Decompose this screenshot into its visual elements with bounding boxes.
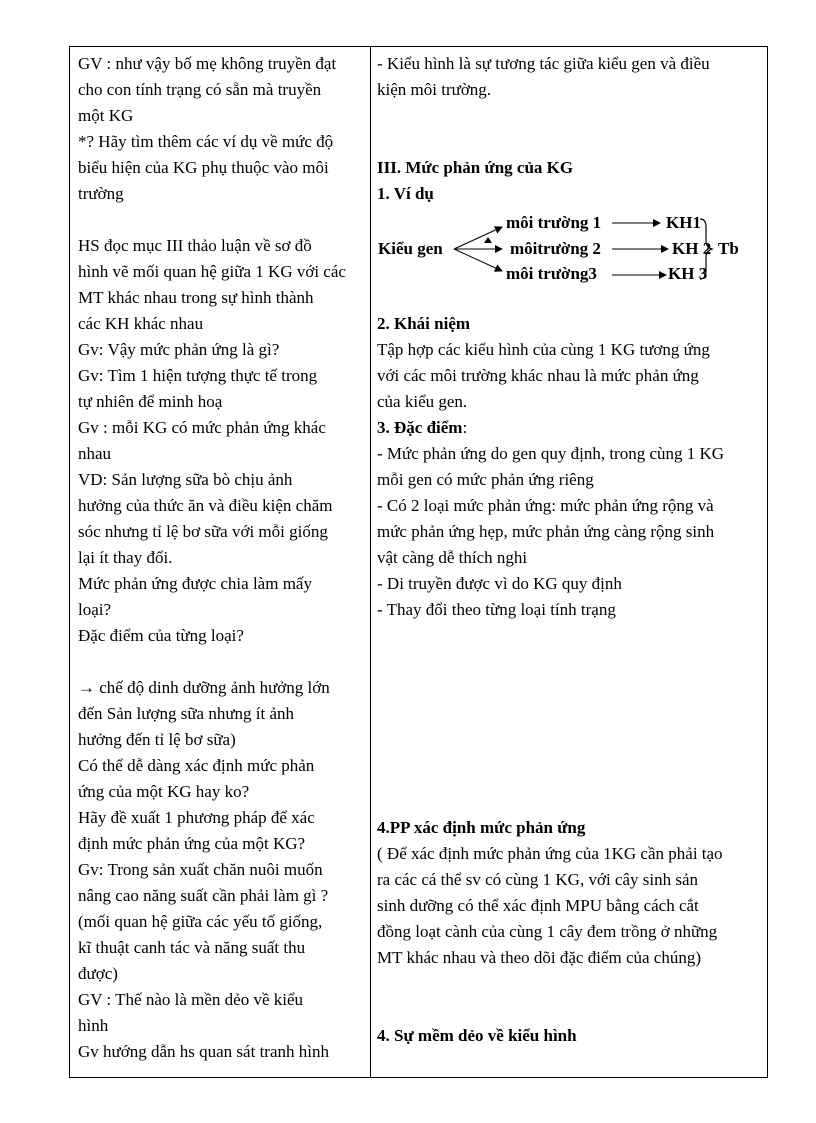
left-line: GV : Thế nào là mền dẻo về kiểu xyxy=(78,990,304,1009)
result-label: Tb xyxy=(718,239,739,258)
heading-colon: : xyxy=(462,418,468,437)
left-line: hưởng của thức ăn và điều kiện chăm xyxy=(78,496,333,515)
heading-text: 3. Đặc điểm xyxy=(377,418,463,437)
kh2-label: KH 2 xyxy=(672,239,712,258)
right-line: mỗi gen có mức phản ứng riêng xyxy=(377,470,594,489)
kh1-label: KH1 xyxy=(666,213,701,232)
left-line: GV : như vậy bố mẹ không truyền đạt xyxy=(78,54,337,73)
left-line: sóc nhưng tỉ lệ bơ sữa với mỗi giống xyxy=(78,522,328,541)
left-line: được) xyxy=(78,964,118,983)
small-triangle-icon xyxy=(484,237,492,243)
left-line: trường xyxy=(78,184,124,203)
right-line: đồng loạt cành của cùng 1 cây đem trồng ở những xyxy=(377,922,718,941)
left-line: các KH khác nhau xyxy=(78,314,204,333)
right-line: sinh dưỡng có thể xác định MPU bằng cách cắt xyxy=(377,896,699,915)
right-line: - Di truyền được vì do KG quy định xyxy=(377,574,622,593)
left-line: nâng cao năng suất cần phải làm gì ? xyxy=(78,886,329,905)
left-line: tự nhiên để minh hoạ xyxy=(78,392,223,411)
left-line: *? Hãy tìm thêm các ví dụ về mức độ xyxy=(78,132,334,151)
left-line: → chế độ dinh dưỡng ảnh hưởng lớn xyxy=(78,678,330,697)
left-line: hình vẽ mối quan hệ giữa 1 KG với các xyxy=(78,262,346,281)
right-line: mức phản ứng hẹp, mức phản ứng càng rộng sinh xyxy=(377,522,715,541)
arrow-to-env3 xyxy=(454,249,502,271)
genotype-label: Kiểu gen xyxy=(378,239,443,258)
left-line: lại ít thay đổi. xyxy=(78,548,173,567)
right-line: - Kiểu hình là sự tương tác giữa kiểu gen và điều xyxy=(377,54,710,73)
left-line: ứng của một KG hay ko? xyxy=(78,782,250,801)
left-line: VD: Sản lượng sữa bò chịu ảnh xyxy=(78,470,293,489)
env2-label: môitrường 2 xyxy=(510,239,601,258)
left-line: một KG xyxy=(78,106,134,125)
left-line: Mức phản ứng được chia làm mấy xyxy=(78,574,312,593)
right-line: - Mức phản ứng do gen quy định, trong cùng 1 KG xyxy=(377,444,725,463)
reaction-norm-diagram xyxy=(376,207,766,287)
subsection-heading: 4. Sự mềm dẻo về kiểu hình xyxy=(377,1026,577,1045)
subsection-heading: 1. Ví dụ xyxy=(377,184,434,203)
right-line: ra các cá thể sv có cùng 1 KG, với cây sinh sản xyxy=(377,870,699,889)
env3-label: môi trường3 xyxy=(506,264,597,283)
left-line: Gv : mỗi KG có mức phản ứng khác xyxy=(78,418,326,437)
right-line: Tập hợp các kiểu hình của cùng 1 KG tương ứng xyxy=(377,340,710,359)
right-line: kiện môi trường. xyxy=(377,80,492,99)
left-line: HS đọc mục III thảo luận về sơ đồ xyxy=(78,236,312,255)
left-line: Gv hướng dẫn hs quan sát tranh hình xyxy=(78,1042,329,1061)
right-line: MT khác nhau và theo dõi đặc điểm của chúng) xyxy=(377,948,701,967)
left-line: hưởng đến tỉ lệ bơ sữa) xyxy=(78,730,236,749)
column-divider xyxy=(370,47,371,1077)
left-line: Gv: Vậy mức phản ứng là gì? xyxy=(78,340,280,359)
right-line: - Thay đổi theo từng loại tính trạng xyxy=(377,600,616,619)
right-line: của kiểu gen. xyxy=(377,392,468,411)
left-line: biểu hiện của KG phụ thuộc vào môi xyxy=(78,158,329,177)
subsection-heading xyxy=(377,415,467,441)
lesson-table xyxy=(69,46,768,1078)
left-line: Đặc điểm của từng loại? xyxy=(78,626,244,645)
left-line: cho con tính trạng có sẵn mà truyền xyxy=(78,80,322,99)
left-line: định mức phản ứng của một KG? xyxy=(78,834,306,853)
left-line: hình xyxy=(78,1016,109,1035)
arrow-to-env1 xyxy=(454,227,502,249)
left-line: kĩ thuật canh tác và năng suất thu xyxy=(78,938,306,957)
env1-label: môi trường 1 xyxy=(506,213,602,232)
right-line: - Có 2 loại mức phản ứng: mức phản ứng rộng và xyxy=(377,496,714,515)
section-heading: III. Mức phản ứng của KG xyxy=(377,158,574,177)
left-line: đến Sản lượng sữa nhưng ít ảnh xyxy=(78,704,295,723)
left-line: Gv: Trong sản xuất chăn nuôi muốn xyxy=(78,860,323,879)
subsection-heading: 4.PP xác định mức phản ứng xyxy=(377,818,586,837)
right-line: với các môi trường khác nhau là mức phản ứng xyxy=(377,366,699,385)
left-line: Có thể dễ dàng xác định mức phản xyxy=(78,756,315,775)
left-line: nhau xyxy=(78,444,112,463)
kh3-label: KH 3 xyxy=(668,264,708,283)
right-line: ( Để xác định mức phản ứng của 1KG cần phải tạo xyxy=(377,844,723,863)
left-line: loại? xyxy=(78,600,112,619)
subsection-heading: 2. Khái niệm xyxy=(377,314,471,333)
left-line: MT khác nhau trong sự hình thành xyxy=(78,288,314,307)
right-line: vật càng dễ thích nghi xyxy=(377,548,528,567)
left-line: Gv: Tìm 1 hiện tượng thực tế trong xyxy=(78,366,318,385)
left-line: (mối quan hệ giữa các yếu tố giống, xyxy=(78,912,323,931)
left-line: Hãy đề xuất 1 phương pháp để xác xyxy=(78,808,315,827)
